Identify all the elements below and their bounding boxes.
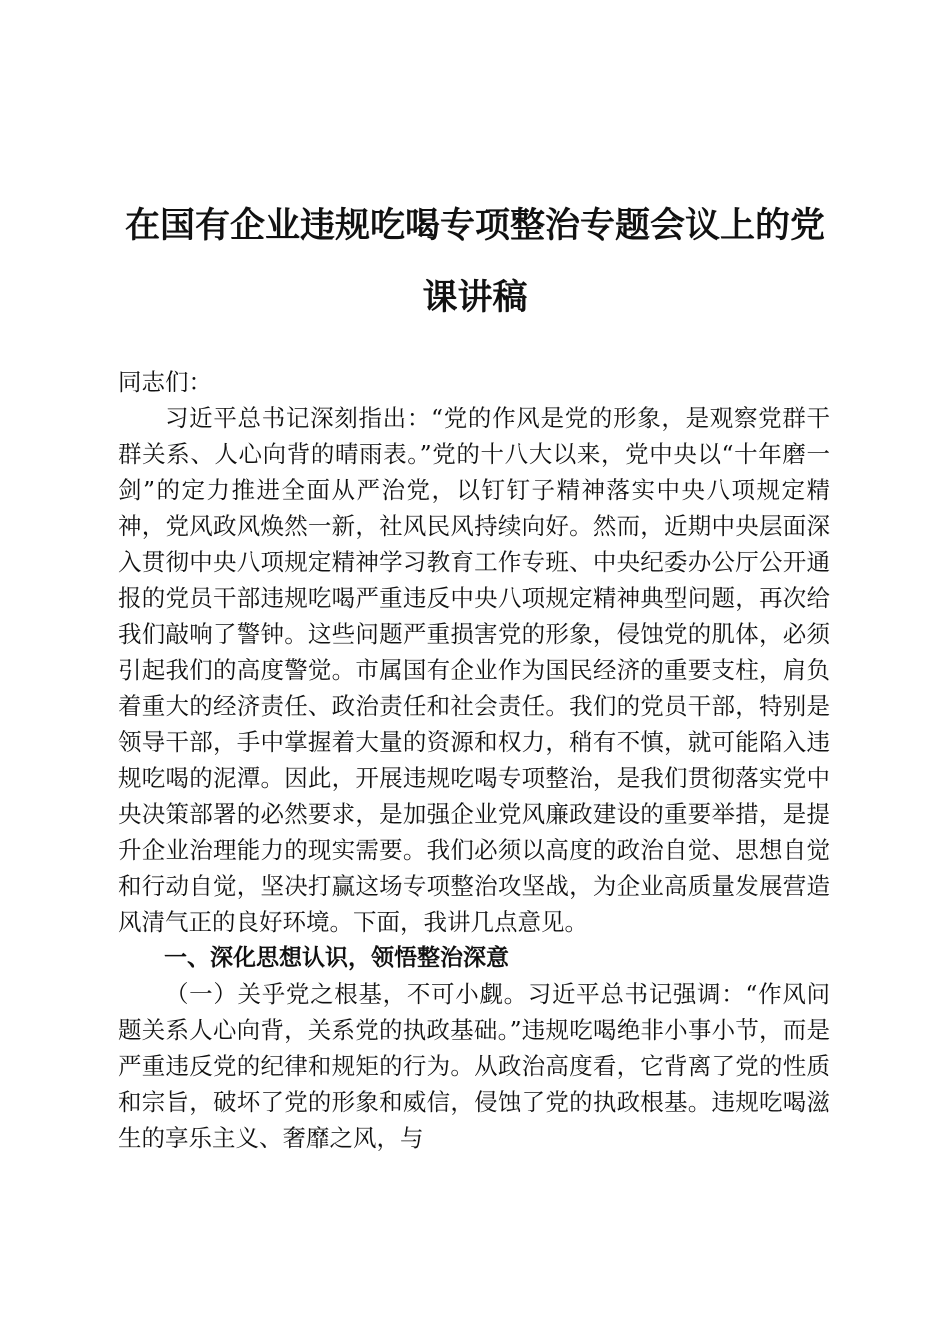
section-heading-1: 一、深化思想认识，领悟整治深意 [164, 945, 509, 971]
paragraph-intro: 习近平总书记深刻指出：“党的作风是党的形象，是观察党群干群关系、人心向背的晴雨表。”党的十八大以来，党中央以“十年磨一剑”的定力推进全面从严治党，以钉钉子精神落实中央八项规定精神，党风政风焕然一新，社风民风持续向好。然而，近期中央层面深入贯彻中央八项规定精神学习教育工作专班、中央纪委办公厅公开通报的党员干部违规吃喝严重违反中央八项规定精神典型问题，再次给我们敲响了警钟。这些问题严重损害党的形象，侵蚀党的肌体，必须引起我们的高度警觉。市属国有企业作为国民经济的重要支柱，肩负着重大的经济责任、政治责任和社会责任。我们的党员干部，特别是领导干部，手中掌握着大量的资源和权力，稍有不慎，就可能陷入违规吃喝的泥潭。因此，开展违规吃喝专项整治，是我们贯彻落实党中央决策部署的必然要求，是加强企业党风廉政建设的重要举措，是提升企业治理能力的现实需要。我们必须以高度的政治自觉、思想自觉和行动自觉，坚决打赢这场专项整治攻坚战，为企业高质量发展营造风清气正的良好环境。下面，我讲几点意见。 [118, 404, 830, 936]
document-body [118, 364, 830, 1156]
title-line-1: 在国有企业违规吃喝专项整治专题会议上的党 [124, 205, 825, 246]
salutation: 同志们： [118, 368, 212, 396]
document-title [100, 190, 850, 334]
title-line-2: 课讲稿 [422, 277, 528, 318]
paragraph-section-1-1: （一）关乎党之根基，不可小觑。习近平总书记强调：“作风问题关系人心向背，关系党的执政基础。”违规吃喝绝非小事小节，而是严重违反党的纪律和规矩的行为。从政治高度看，它背离了党的性质和宗旨，破坏了党的形象和威信，侵蚀了党的执政根基。违规吃喝滋生的享乐主义、奢靡之风，与 [118, 980, 830, 1152]
